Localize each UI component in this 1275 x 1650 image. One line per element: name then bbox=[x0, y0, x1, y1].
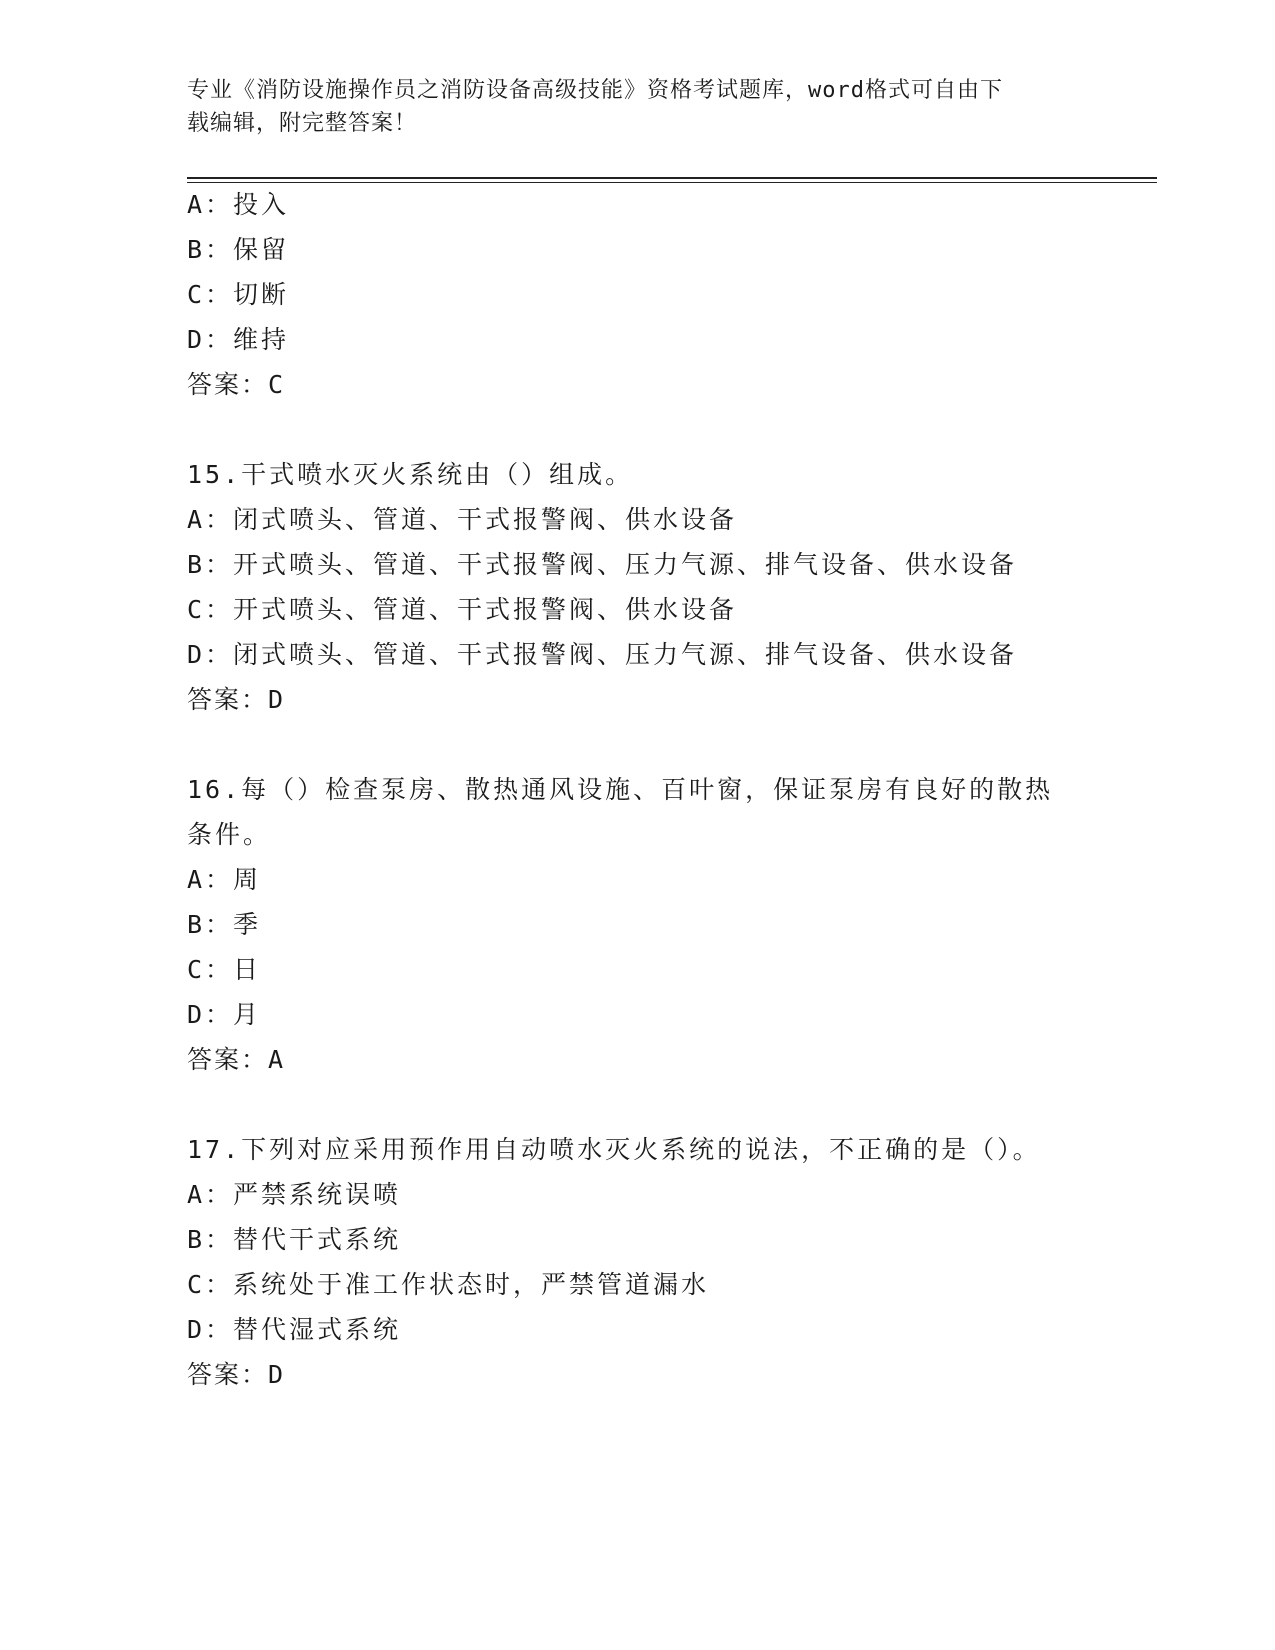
q15-answer bbox=[187, 685, 285, 715]
header-line-1: 专业《消防设施操作员之消防设备高级技能》资格考试题库，word格式可自由下 bbox=[187, 78, 1003, 103]
answer-label: 答案： bbox=[187, 1360, 269, 1389]
q14-answer bbox=[187, 370, 285, 400]
answer-label: 答案： bbox=[187, 370, 269, 399]
q16-option-d: D：月 bbox=[187, 1000, 262, 1029]
q16-stem-line-1: 16.每（）检查泵房、散热通风设施、百叶窗，保证泵房有良好的散热 bbox=[187, 775, 1054, 804]
q17-option-d: D：替代湿式系统 bbox=[187, 1315, 402, 1344]
answer-value: D bbox=[268, 1360, 286, 1389]
q17-option-c: C：系统处于准工作状态时，严禁管道漏水 bbox=[187, 1270, 710, 1299]
q15-option-c: C：开式喷头、管道、干式报警阀、供水设备 bbox=[187, 595, 738, 624]
q14-option-c: C：切断 bbox=[187, 280, 290, 309]
header-divider-thin bbox=[187, 182, 1157, 183]
q14-option-b: B：保留 bbox=[187, 235, 290, 264]
answer-value: D bbox=[268, 685, 286, 714]
q15-option-a: A：闭式喷头、管道、干式报警阀、供水设备 bbox=[187, 505, 738, 534]
header-divider-thick bbox=[187, 177, 1157, 179]
answer-label: 答案： bbox=[187, 685, 269, 714]
document-header bbox=[187, 74, 1067, 140]
q17-stem: 17.下列对应采用预作用自动喷水灭火系统的说法，不正确的是（）。 bbox=[187, 1135, 1041, 1164]
q17-option-b: B：替代干式系统 bbox=[187, 1225, 402, 1254]
q16-option-a: A：周 bbox=[187, 865, 262, 894]
answer-value: C bbox=[268, 370, 286, 399]
q16-answer bbox=[187, 1045, 285, 1075]
q16-option-c: C：日 bbox=[187, 955, 262, 984]
q14-option-a: A：投入 bbox=[187, 190, 290, 219]
q17-option-a: A：严禁系统误喷 bbox=[187, 1180, 402, 1209]
q15-option-d: D：闭式喷头、管道、干式报警阀、压力气源、排气设备、供水设备 bbox=[187, 640, 1018, 669]
q16-option-b: B：季 bbox=[187, 910, 262, 939]
answer-label: 答案： bbox=[187, 1045, 269, 1074]
q16-stem-line-2: 条件。 bbox=[187, 820, 272, 849]
q15-option-b: B：开式喷头、管道、干式报警阀、压力气源、排气设备、供水设备 bbox=[187, 550, 1018, 579]
answer-value: A bbox=[268, 1045, 286, 1074]
q17-answer bbox=[187, 1360, 285, 1390]
header-line-2: 载编辑，附完整答案！ bbox=[187, 111, 418, 136]
q15-stem: 15.干式喷水灭火系统由（）组成。 bbox=[187, 460, 634, 489]
q14-option-d: D：维持 bbox=[187, 325, 290, 354]
